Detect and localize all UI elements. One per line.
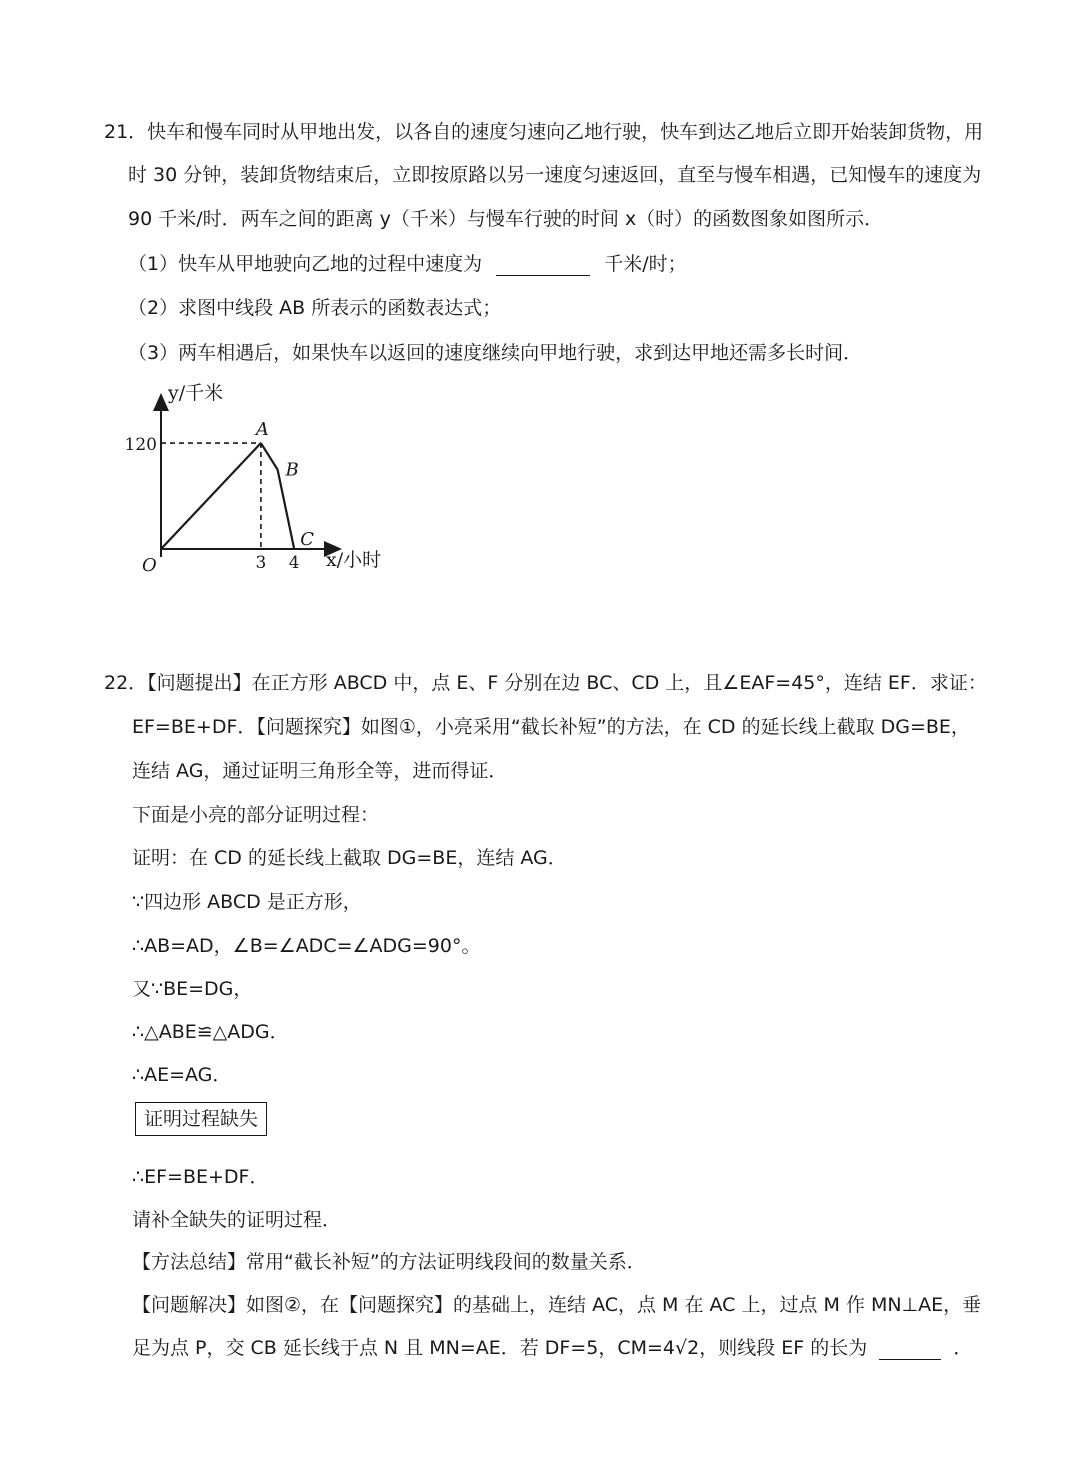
q22-line-1: 22．【问题提出】在正方形 ABCD 中，点 E、F 分别在边 BC、CD 上，且∠EAF=45°，连结 EF．求证：: [104, 672, 987, 694]
q22-line-3: 连结 AG，通过证明三角形全等，进而得证．: [132, 760, 508, 782]
segment-ab: [261, 443, 278, 469]
q21-part-1-text: （1）快车从甲地驶向乙地的过程中速度为: [128, 253, 483, 275]
q22-problem-solving: 【问题解决】如图②，在【问题探究】的基础上，连结 AC，点 M 在 AC 上，过点 M 作 MN⊥AE，垂: [132, 1294, 982, 1316]
x-tick-3: 3: [255, 553, 267, 573]
q21-part-1: [128, 252, 687, 276]
q22-answer-blank: [879, 1359, 941, 1360]
q22-proof-line-1: 证明：在 CD 的延长线上截取 DG=BE，连结 AG．: [132, 847, 567, 869]
point-label-b: B: [285, 459, 299, 481]
q21-function-graph: [110, 375, 410, 585]
q21-line-3: 90 千米/时．两车之间的距离 y（千米）与慢车行驶的时间 x（时）的函数图象如图所示．: [128, 208, 884, 230]
q22-line-2: EF=BE+DF．【问题探究】如图①，小亮采用“截长补短”的方法，在 CD 的延长线上截取 DG=BE，: [132, 716, 970, 738]
q22-proof-conclusion: ∴EF=BE+DF．: [132, 1166, 269, 1188]
point-label-a: A: [255, 419, 269, 441]
x-axis-label: x/小时: [326, 549, 382, 571]
segment-bc: [278, 470, 295, 549]
q22-proof-line-2: ∵四边形 ABCD 是正方形，: [132, 891, 362, 913]
q22-last-line-text: 足为点 P，交 CB 延长线于点 N 且 MN=AE．若 DF=5，CM=4√2，则线段 EF 的长为: [132, 1337, 868, 1359]
q21-line-2: 时 30 分钟，装卸货物结束后，立即按原路以另一速度匀速返回，直至与慢车相遇，已知慢车的速度为: [128, 164, 982, 186]
q22-last-line-end: ．: [953, 1337, 973, 1359]
q21-part-2: （2）求图中线段 AB 所表示的函数表达式；: [128, 297, 502, 319]
q21-part-3: （3）两车相遇后，如果快车以返回的速度继续向甲地行驶，求到达甲地还需多长时间．: [128, 342, 863, 364]
q22-proof-line-5: ∴△ABE≌△ADG．: [132, 1021, 289, 1043]
q22-line-4: 下面是小亮的部分证明过程：: [132, 804, 380, 826]
q22-proof-line-3: ∴AB=AD，∠B=∠ADC=∠ADG=90°。: [132, 935, 481, 957]
q22-method-summary: 【方法总结】常用“截长补短”的方法证明线段间的数量关系．: [132, 1251, 646, 1273]
origin-label: O: [142, 555, 157, 576]
q22-proof-line-4: 又∵BE=DG，: [132, 978, 253, 1000]
q22-last-line: [132, 1336, 972, 1360]
segment-oa: [161, 443, 261, 549]
y-axis-label: y/千米: [168, 382, 224, 404]
q22-line-12: 请补全缺失的证明过程．: [132, 1209, 342, 1231]
q22-missing-proof-box: 证明过程缺失: [135, 1102, 267, 1136]
q21-line-1: 21．快车和慢车同时从甲地出发，以各自的速度匀速向乙地行驶，快车到达乙地后立即开始装卸货物，用: [104, 121, 984, 143]
point-label-c: C: [300, 529, 314, 550]
x-tick-4: 4: [288, 553, 300, 573]
y-tick-120: 120: [124, 435, 157, 456]
q21-part-1-unit: 千米/时；: [604, 253, 687, 275]
q22-proof-line-6: ∴AE=AG．: [132, 1064, 232, 1086]
q21-answer-blank: [496, 275, 590, 276]
